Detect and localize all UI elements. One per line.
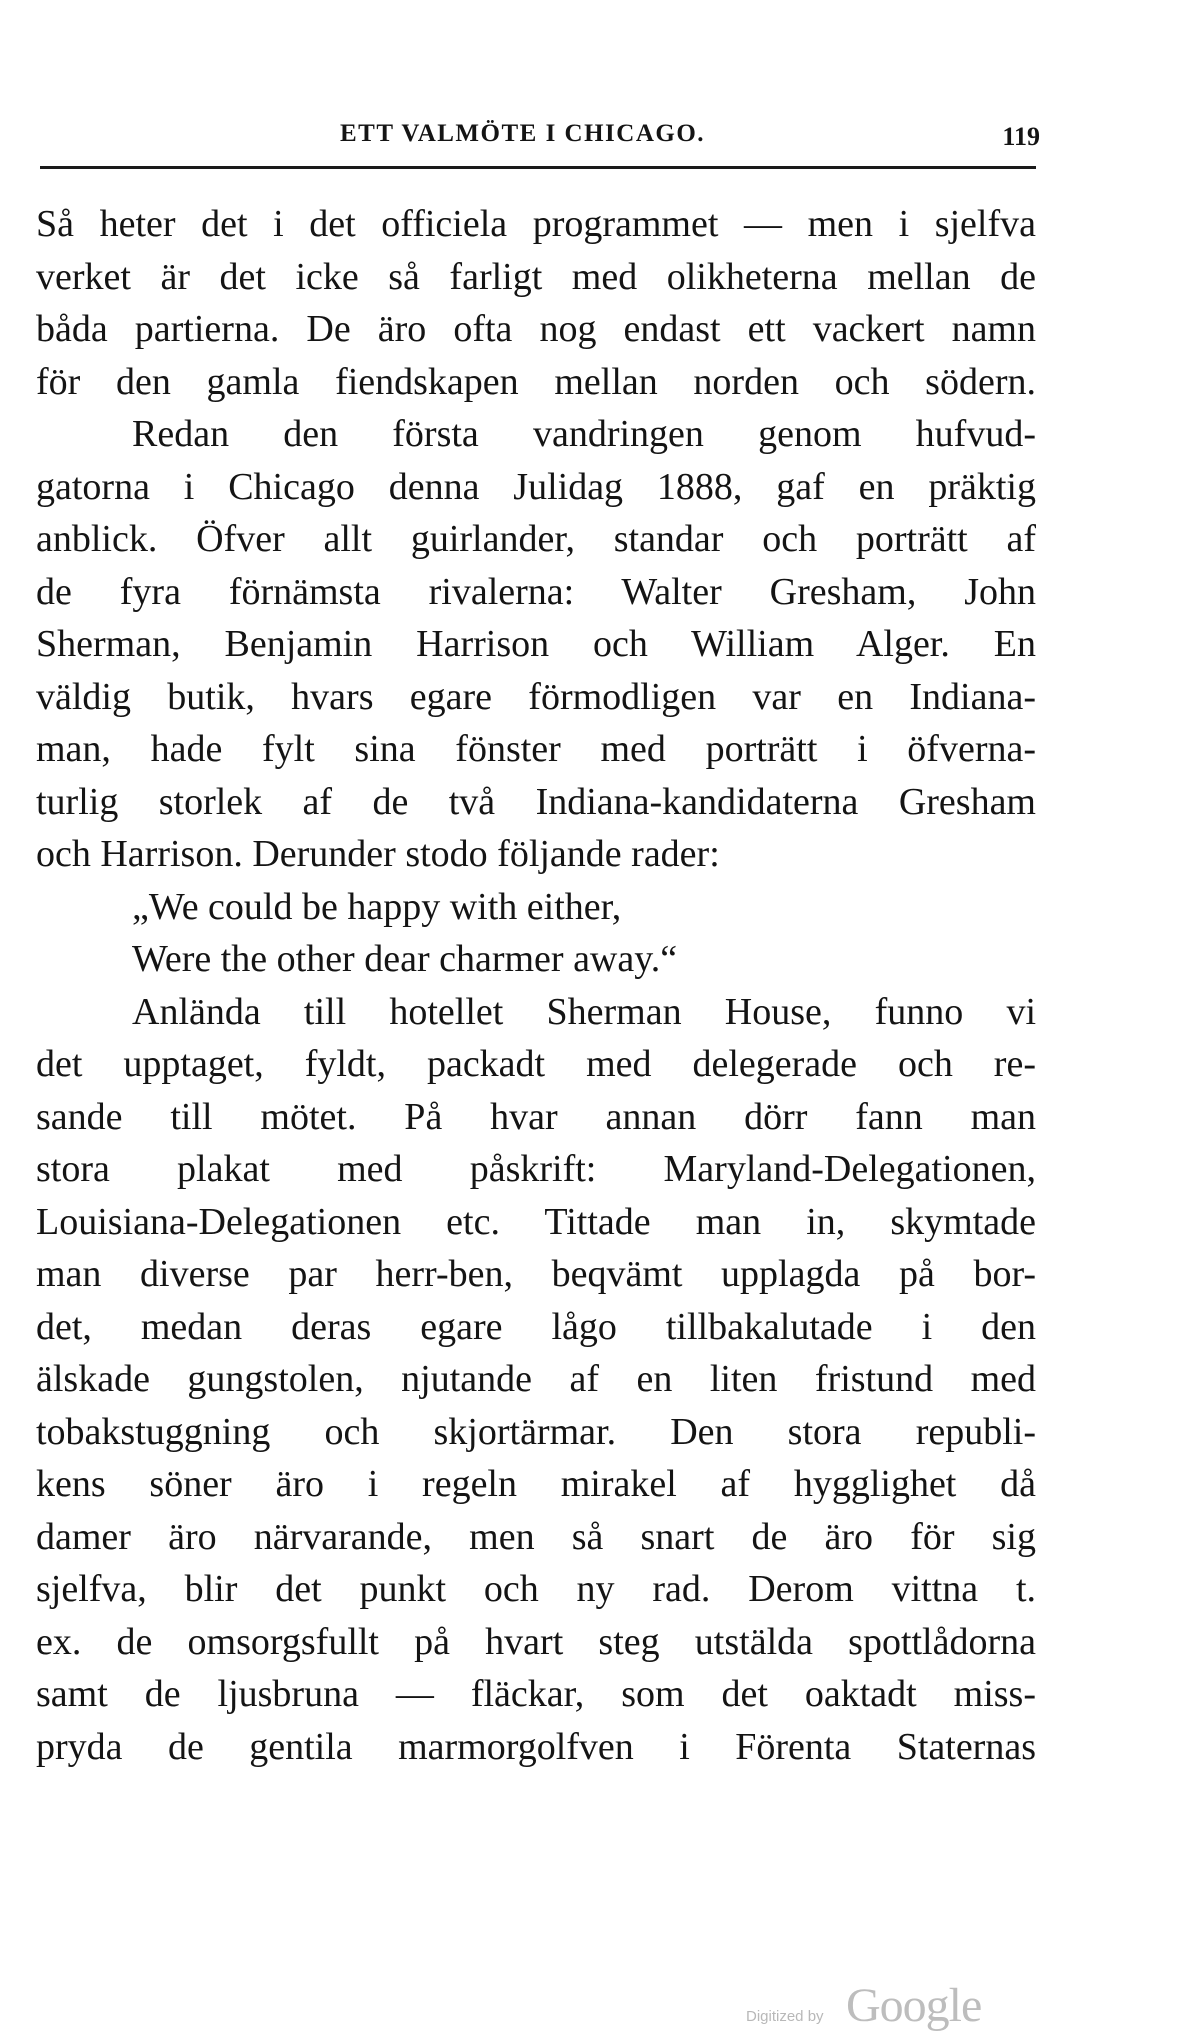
text-line: för den gamla fiendskapen mellan norden och södern. — [36, 360, 1036, 403]
running-header — [40, 120, 1040, 160]
text-line: väldig butik, hvars egare förmodligen var en Indiana- — [36, 675, 1036, 718]
text-line: ex. de omsorgsfullt på hvart steg utstälda spottlådorna — [36, 1620, 1036, 1663]
google-logo: Google — [846, 1979, 982, 2032]
digitized-label: Digitized by — [746, 2008, 824, 2025]
verse-line: „We could be happy with either, — [132, 885, 622, 928]
text-line: älskade gungstolen, njutande af en liten fristund med — [36, 1358, 1036, 1400]
text-line: Så heter det i det officiela programmet — men i sjelfva — [36, 203, 1036, 245]
body-text — [36, 198, 1036, 1773]
page-number: 119 — [1002, 122, 1040, 151]
text-line: anblick. Öfver allt guirlander, standar och porträtt af — [36, 518, 1036, 560]
text-line: verket är det icke så farligt med olikheterna mellan de — [36, 255, 1036, 298]
text-line: Sherman, Benjamin Harrison och William Alger. En — [36, 623, 1036, 665]
text-line: Louisiana-Delegationen etc. Tittade man in, skymtade — [36, 1200, 1036, 1243]
text-line: de fyra förnämsta rivalerna: Walter Gresham, John — [36, 570, 1036, 613]
running-title: ETT VALMÖTE I CHICAGO. — [340, 120, 706, 147]
text-line: kens söner äro i regeln mirakel af hygglighet då — [36, 1463, 1036, 1505]
text-line: damer äro närvarande, men så snart de äro för sig — [36, 1515, 1036, 1558]
text-line: och Harrison. Derunder stodo följande rader: — [36, 833, 720, 875]
verse-line: Were the other dear charmer away.“ — [132, 938, 678, 980]
text-line: tobakstuggning och skjortärmar. Den stora republi- — [36, 1410, 1036, 1453]
text-line: det, medan deras egare lågo tillbakalutade i den — [36, 1305, 1036, 1348]
digitized-by-google-watermark — [746, 1979, 1006, 2034]
text-line: Anlända till hotellet Sherman House, funno vi — [132, 990, 1036, 1033]
header-rule — [40, 166, 1036, 169]
text-line: turlig storlek af de två Indiana-kandidaterna Gresham — [36, 780, 1036, 823]
text-line: sjelfva, blir det punkt och ny rad. Derom vittna t. — [36, 1568, 1036, 1610]
text-line: båda partierna. De äro ofta nog endast ett vackert namn — [36, 308, 1036, 350]
text-line: man, hade fylt sina fönster med porträtt i öfverna- — [36, 728, 1036, 770]
text-line: samt de ljusbruna — fläckar, som det oaktadt miss- — [36, 1673, 1036, 1715]
text-line: stora plakat med påskrift: Maryland-Delegationen, — [36, 1148, 1036, 1190]
text-line: det upptaget, fyldt, packadt med delegerade och re- — [36, 1043, 1036, 1085]
text-line: sande till mötet. På hvar annan dörr fann man — [36, 1095, 1036, 1138]
text-line: gatorna i Chicago denna Julidag 1888, gaf en präktig — [36, 465, 1036, 508]
text-line: man diverse par herr-ben, beqvämt upplagda på bor- — [36, 1253, 1036, 1295]
text-line: Redan den första vandringen genom hufvud- — [132, 413, 1036, 455]
text-line: pryda de gentila marmorgolfven i Förenta Staternas — [36, 1725, 1036, 1768]
